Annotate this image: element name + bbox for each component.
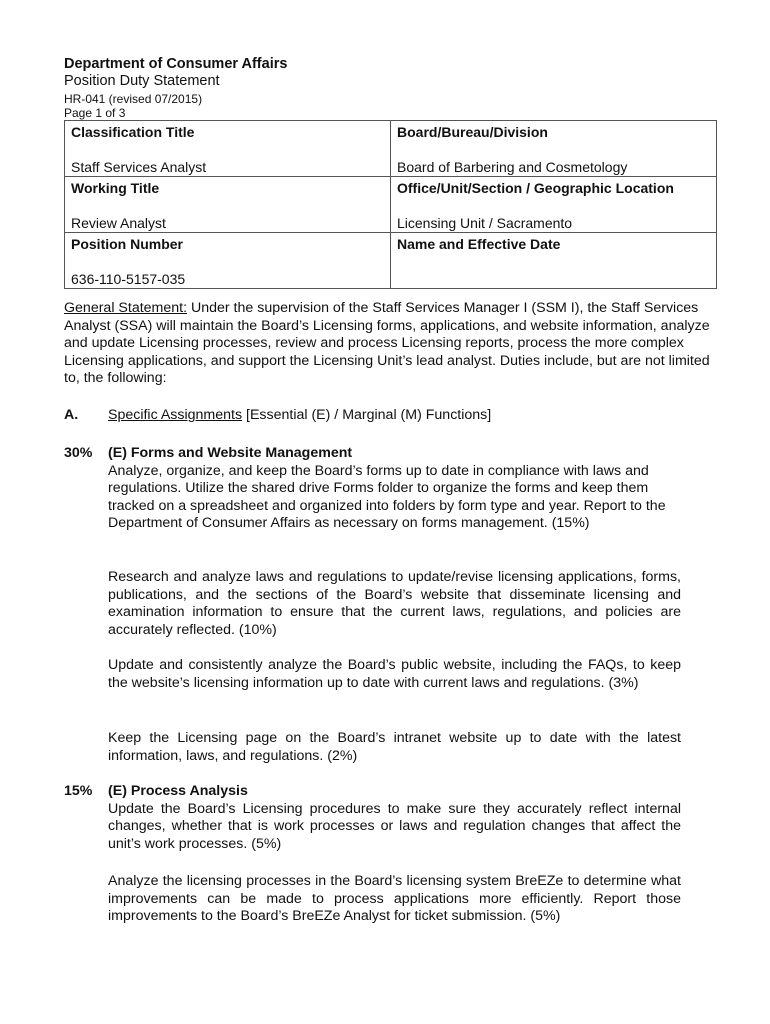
position-number-value: 636-110-5157-035 — [71, 271, 186, 287]
page-indicator: Page 1 of 3 — [64, 106, 126, 120]
office-value: Licensing Unit / Sacramento — [397, 215, 573, 231]
working-title-label: Working Title — [71, 180, 160, 196]
duty-title: (E) Process Analysis — [108, 783, 248, 799]
board-cell — [391, 121, 717, 177]
document-title: Position Duty Statement — [64, 73, 220, 89]
position-info-table — [64, 120, 717, 289]
duty-paragraph: Keep the Licensing page on the Board’s intranet website up to date with the latest information, laws, and regulations. (2%) — [108, 730, 681, 764]
duty-paragraph: Update and consistently analyze the Board’s public website, including the FAQs, to keep the website’s licensing information up to date with current laws and regulations. (3%) — [108, 657, 681, 691]
duty-paragraph: Research and analyze laws and regulations to update/revise licensing applications, forms, publications, and the sections of the Board’s website that disseminate licensing and examination information to ensure that the current laws, regulations, and policies are accurately reflected. (10%) — [108, 569, 681, 638]
board-label: Board/Bureau/Division — [397, 124, 548, 140]
form-number: HR-041 (revised 07/2015) — [64, 92, 203, 106]
name-date-cell — [391, 233, 717, 289]
position-number-label: Position Number — [71, 236, 184, 252]
board-value: Board of Barbering and Cosmetology — [397, 159, 628, 175]
office-label: Office/Unit/Section / Geographic Location — [397, 180, 674, 196]
office-cell — [391, 177, 717, 233]
duty-title: (E) Forms and Website Management — [108, 445, 353, 461]
section-letter: A. — [64, 407, 79, 423]
duty-block — [108, 445, 681, 533]
section-a-heading — [64, 407, 724, 423]
section-heading: Specific Assignments — [108, 407, 243, 423]
position-number-cell — [65, 233, 391, 289]
duty-block — [108, 783, 681, 853]
general-statement-text: Under the supervision of the Staff Services Manager I (SSM I), the Staff Services Analyst (SSA) will maintain the Board’s Licensing forms, applications, and website information, analyze and update Licensing processes, review and process Licensing reports, process the more complex Licensing applications, and support the Licensing Unit’s lead analyst. Duties include, but are not limited to, the following: — [64, 300, 710, 386]
duty-percent: 15% — [64, 783, 93, 799]
classification-title-cell — [65, 121, 391, 177]
working-title-value: Review Analyst — [71, 215, 166, 231]
department-name: Department of Consumer Affairs — [64, 56, 288, 72]
section-heading-suffix: [Essential (E) / Marginal (M) Functions] — [242, 407, 492, 423]
classification-title-value: Staff Services Analyst — [71, 159, 207, 175]
classification-title-label: Classification Title — [71, 124, 195, 140]
duty-paragraph: Analyze the licensing processes in the Board’s licensing system BreEZe to determine what improvements can be made to process applications more efficiently. Report those improvements to the Board’s BreEZe Analyst for ticket submission. (5%) — [108, 873, 681, 924]
duty-paragraph: Analyze, organize, and keep the Board’s forms up to date in compliance with laws and regulations. Utilize the shared drive Forms folder to organize the forms and keep them tracked on a spreadsheet and organized into folders by form type and year. Report to the Department of Consumer Affairs as necessary on forms management. (15%) — [108, 462, 666, 531]
name-date-label: Name and Effective Date — [397, 236, 561, 252]
duty-percent: 30% — [64, 445, 93, 461]
general-statement — [64, 300, 724, 388]
working-title-cell — [65, 177, 391, 233]
general-statement-label: General Statement: — [64, 300, 188, 316]
duty-paragraph: Update the Board’s Licensing procedures to make sure they accurately reflect internal changes, whether that is work processes or laws and regulation changes that affect the unit’s work processes. (5%) — [108, 800, 681, 852]
